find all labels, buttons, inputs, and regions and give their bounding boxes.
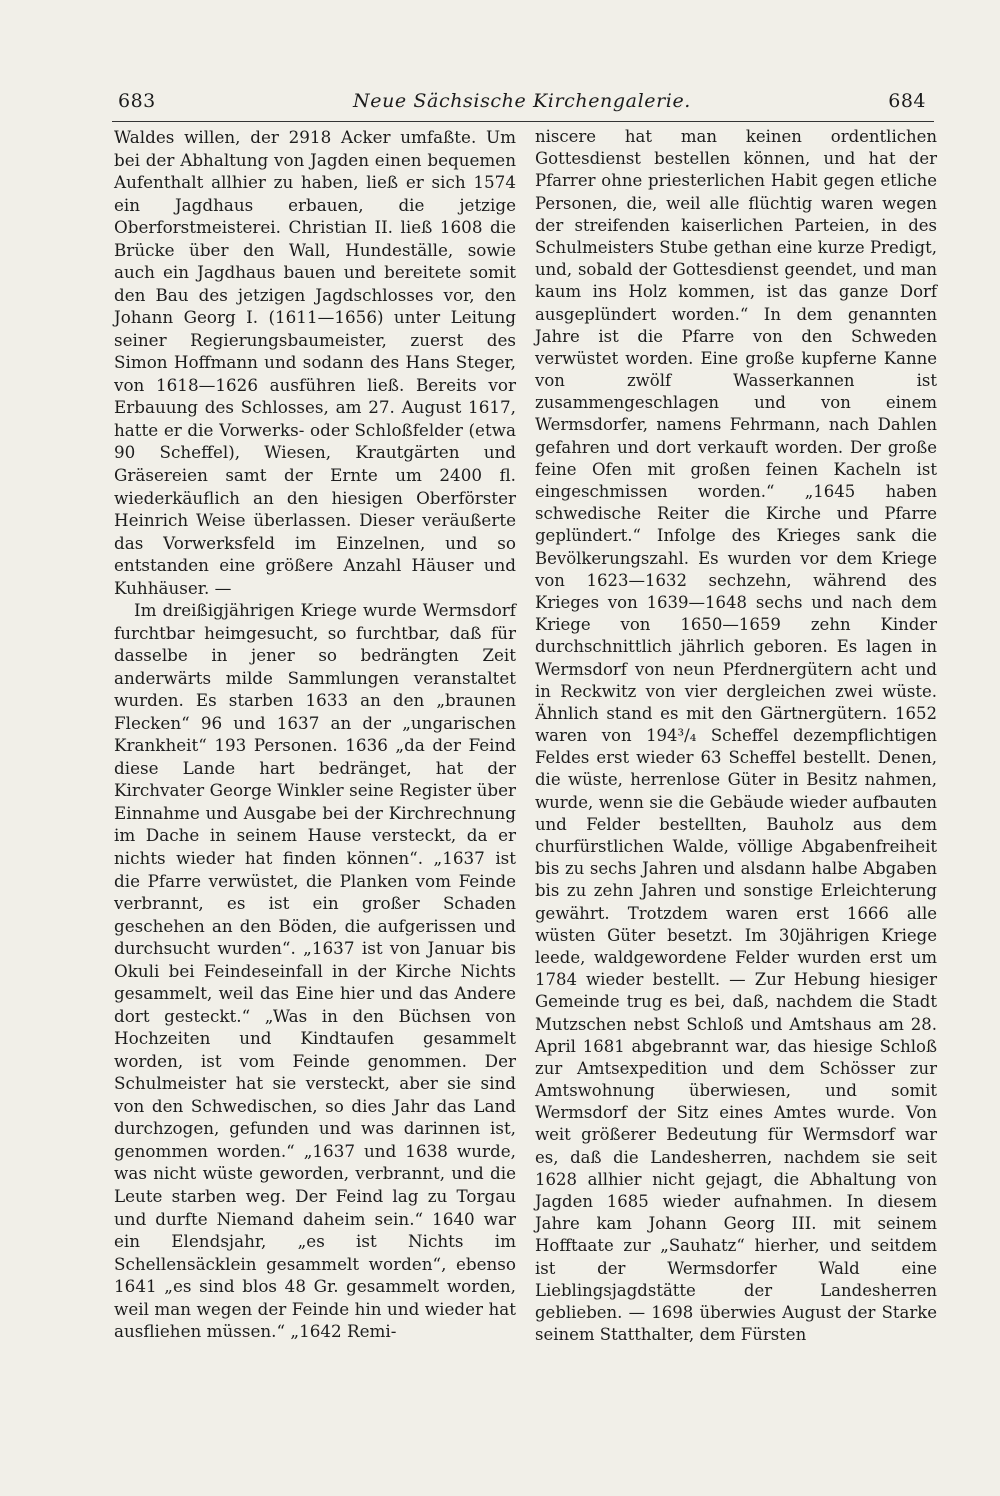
- right-column: [535, 126, 937, 1346]
- header-rule: [112, 121, 934, 122]
- left-paragraph-1: Waldes willen, der 2918 Acker umfaßte. Um bei der Abhaltung von Jagden einen bequemen Aufenthalt allhier zu haben, ließ er sich 1574 ein Jagdhaus erbauen, die jetzige Oberforstmeisterei. Christian II. ließ 1608 die Brücke über den Wall, Hundeställe, sowie auch ein Jagdhaus bauen und bereitete somit den Bau des jetzigen Jagdschlosses vor, den Johann Georg I. (1611—1656) unter Leitung seiner Regierungsbaumeister, zuerst des Simon Hoffmann und sodann des Hans Steger, von 1618—1626 ausführen ließ. Bereits vor Erbauung des Schlosses, am 27. August 1617, hatte er die Vorwerks- oder Schloßfelder (etwa 90 Scheffel), Wiesen, Krautgärten und Gräsereien samt der Ernte um 2400 fl. wiederkäuflich an den hiesigen Oberförster Heinrich Weise überlassen. Dieser veräußerte das Vorwerksfeld im Einzelnen, und so entstanden eine größere Anzahl Häuser und Kuhhäuser. —: [114, 127, 516, 598]
- running-title: Neue Sächsische Kirchengalerie.: [353, 90, 691, 112]
- page-number-left: 683: [118, 90, 156, 112]
- page-number-right: 684: [888, 90, 926, 112]
- right-paragraph-1: niscere hat man keinen ordentlichen Gottesdienst bestellen können, und hat der Pfarrer ohne priesterlichen Habit gegen etliche Personen, die, weil alle flüchtig waren wegen der streifenden kaiserlichen Parteien, in des Schulmeisters Stube gethan eine kurze Predigt, und, sobald der Gottesdienst geendet, und man kaum ins Holz kommen, ist das ganze Dorf ausgeplündert worden.“ In dem genannten Jahre ist die Pfarre von den Schweden verwüstet worden. Eine große kupferne Kanne von zwölf Wasserkannen ist zusammengeschlagen und von einem Wermsdorfer, namens Fehrmann, nach Dahlen gefahren und dort verkauft worden. Der große feine Ofen mit großen feinen Kacheln ist eingeschmissen worden.“ „1645 haben schwedische Reiter die Kirche und Pfarre geplündert.“ Infolge des Krieges sank die Bevölkerungszahl. Es wurden vor dem Kriege von 1623—1632 sechzehn, während des Krieges von 1639—1648 sechs und nach dem Kriege von 1650—1659 zehn Kinder durchschnittlich jährlich geboren. Es lagen in Wermsdorf von neun Pferdnergütern acht und in Reckwitz von vier dergleichen zwei wüste. Ähnlich stand es mit den Gärtnergütern. 1652 waren von 194³/₄ Scheffel dezempflichtigen Feldes erst wieder 63 Scheffel bestellt. Denen, die wüste, herrenlose Güter in Besitz nahmen, wurde, wenn sie die Gebäude wieder aufbauten und Felder bestellten, Bauholz aus dem churfürstlichen Walde, völlige Abgabenfreiheit bis zu sechs Jahren und alsdann halbe Abgaben bis zu zehn Jahren und sonstige Erleichterung gewährt. Trotzdem waren erst 1666 alle wüsten Güter besetzt. Im 30jährigen Kriege leede, waldgewordene Felder wurden erst um 1784 wieder bestellt. — Zur Hebung hiesiger Gemeinde trug es bei, daß, nachdem die Stadt Mutzschen nebst Schloß und Amtshaus am 28. April 1681 abgebrannt war, das hiesige Schloß zur Amtsexpedition und dem Schösser zur Amtswohnung überwiesen, und somit Wermsdorf der Sitz eines Amtes wurde. Von weit größerer Bedeutung für Wermsdorf war es, daß die Landesherren, nachdem sie seit 1628 allhier nicht gejagt, die Abhaltung von Jagden 1685 wieder aufnahmen. In diesem Jahre kam Johann Georg III. mit seinem Hofftaate zur „Sauhatz“ hierher, und seitdem ist der Wermsdorfer Wald eine Lieblingsjagdstätte der Landesherren geblieben. — 1698 überwies August der Starke seinem Statthalter, dem Fürsten: [535, 127, 937, 1345]
- running-header: [112, 86, 932, 118]
- left-column: [114, 126, 516, 1343]
- left-paragraph-2: Im dreißigjährigen Kriege wurde Wermsdorf furchtbar heimgesucht, so furchtbar, daß für dasselbe in jener so bedrängten Zeit anderwärts milde Sammlungen veranstaltet wurden. Es starben 1633 an den „braunen Flecken“ 96 und 1637 an der „ungarischen Krankheit“ 193 Personen. 1636 „da der Feind diese Lande hart bedränget, hat der Kirchvater George Winkler seine Register über Einnahme und Ausgabe bei der Kirchrechnung im Dache in seinem Hause versteckt, da er nichts wieder hat finden können“. „1637 ist die Pfarre verwüstet, die Planken vom Feinde verbrannt, es ist ein großer Schaden geschehen an den Böden, die aufgerissen und durchsucht wurden“. „1637 ist von Januar bis Okuli bei Feindeseinfall in der Kirche Nichts gesammelt, weil das Eine hier und das Andere dort gesteckt.“ „Was in den Büchsen von Hochzeiten und Kindtaufen gesammelt worden, ist vom Feinde genommen. Der Schulmeister hat sie versteckt, aber sie sind von den Schwedischen, so dies Jahr das Land durchzogen, gefunden und was darinnen ist, genommen worden.“ „1637 und 1638 wurde, was nicht wüste geworden, verbrannt, und die Leute starben weg. Der Feind lag zu Torgau und durfte Niemand daheim sein.“ 1640 war ein Elendsjahr, „es ist Nichts im Schellensäcklein gesammelt worden“, ebenso 1641 „es sind blos 48 Gr. gesammelt worden, weil man wegen der Feinde hin und wieder hat ausfliehen müssen.“ „1642 Remi-: [114, 600, 516, 1342]
